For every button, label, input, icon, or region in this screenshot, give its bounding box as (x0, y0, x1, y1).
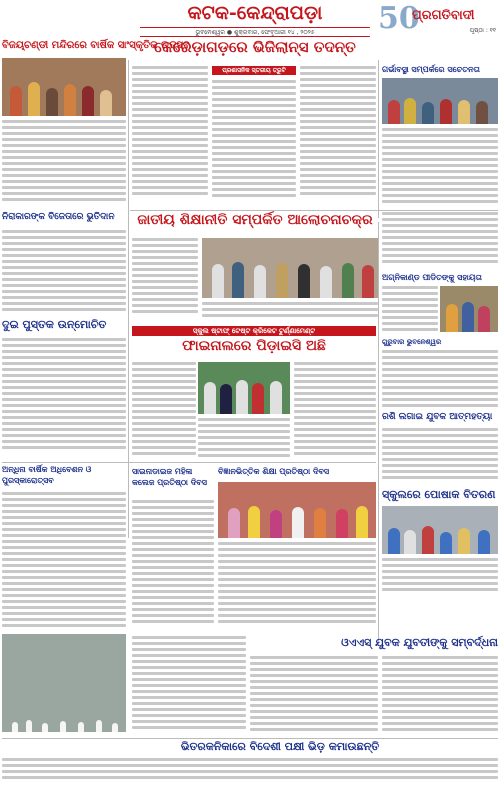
news-photo (440, 286, 498, 332)
headline: ସାଇନାଡାଇଜ ମହିଳା କଲେଜ ପ୍ରତିଷ୍ଠା ଦିବସ (132, 466, 207, 487)
anniversary-logo: 50 (378, 1, 420, 36)
article-body (132, 238, 198, 318)
headline: ସ୍କୁଲରେ ପୋଷାକ ବିତରଣ (382, 488, 496, 501)
article-body (382, 212, 498, 270)
section-band: ସ୍କୁଲ ଷ୍ଟାଫ୍ ଟେଷ୍ଟ କ୍ରିକେଟ ଟୁର୍ଣ୍ଣାମେଣ୍ଟ (132, 326, 376, 336)
section-divider (2, 462, 376, 463)
section-title: କଟକ-କେନ୍ଦ୍ରାପଡ଼ା (187, 2, 323, 24)
headline: ନିରାକାରଙ୍କ ବିଜେତାରେ ଭୁତିଦାନ (2, 212, 115, 222)
news-photo (382, 78, 498, 124)
headline: ଦୁଇ ପୁସ୍ତକ ଉନ୍ମୋଚିତ (2, 318, 107, 331)
headline: ଜାତୀୟ ଶିକ୍ଷାନୀତି ସମ୍ପର୍କିତ ଆଲୋଚନାଚକ୍ର (137, 212, 373, 228)
headline: ରଶି ଲଗାଇ ଯୁବକ ଆତ୍ମହତ୍ୟା (382, 412, 493, 422)
article-body (382, 128, 498, 206)
article-body (2, 758, 498, 786)
news-photo (2, 634, 126, 732)
news-photo (382, 506, 498, 554)
article-body (294, 362, 376, 460)
article-body (132, 636, 246, 736)
article-body (250, 656, 378, 738)
subhead: ଗୁରୁବାର ଭୁବନେଶ୍ୱର (382, 338, 442, 346)
section-divider (2, 738, 498, 739)
news-photo (198, 362, 290, 414)
headline: ବିଜ୍ଞାନଭିତ୍ତିକ ଶିକ୍ଷା ପ୍ରତିଷ୍ଠା ଦିବସ (218, 466, 330, 476)
section-divider (130, 210, 498, 211)
article-body (382, 286, 438, 336)
article-body (132, 66, 208, 206)
headline: ଫାଇନାଲରେ ପିଡ଼ାଇସି ଅଛି (182, 338, 326, 354)
article-body (382, 558, 498, 594)
headline: ଓଏଏସ୍ ଯୁବକ ଯୁବତୀଙ୍କୁ ସମ୍ବର୍ଦ୍ଧନା (341, 636, 498, 649)
article-body (300, 66, 376, 206)
article-body (2, 492, 126, 630)
article-body (2, 120, 126, 208)
news-photo (2, 58, 126, 116)
article-body (2, 338, 126, 452)
news-photo (202, 238, 378, 298)
column-rule (128, 60, 129, 538)
article-body (212, 80, 296, 206)
news-photo (218, 482, 376, 538)
headline: ଅଗ୍ନିକାଣ୍ଡ ପୀଡିତଙ୍କୁ ସହାୟତା (382, 272, 482, 282)
headline: ଭିତରକନିକାରେ ବିଦେଶୀ ପକ୍ଷୀ ଭିଡ଼ କମାଉଛନ୍ତି (180, 740, 380, 753)
article-body (382, 350, 498, 410)
page-number: ପୃଷ୍ଠା : ୧୧ (469, 27, 496, 34)
article-body (2, 230, 126, 314)
article-body (198, 418, 290, 460)
lead-headline: କେରେଡ଼ାଗଡ଼ରେ ଭିଜିଲାନ୍ସ ତଦନ୍ତ (154, 38, 356, 56)
section-band: ପ୍ରଶାସନିକ ସ୍ତରୀୟ ତ୍ରୁଟି (212, 66, 296, 75)
article-body (132, 500, 214, 630)
headline: ବିଜୟ୍ଚଣ୍ଡୀ ମନ୍ଦିରରେ ବାର୍ଷିକ ସାଂସ୍କୃତିକ ଉତ୍ସବ (2, 40, 190, 51)
headline: ଅନ୍ଧିନା ବାର୍ଷିକ ଅଧିବେଶନ ଓ ପୁରସ୍କାରୋତ୍ସବ (2, 464, 92, 485)
article-body (202, 302, 378, 324)
headline: ଗର୍ଭାବସ୍ଥା ସମ୍ପର୍କରେ ସଚେତନତା (382, 64, 480, 74)
article-body (382, 656, 498, 738)
article-body (382, 428, 498, 486)
article-body (132, 362, 196, 458)
article-body (218, 542, 376, 630)
dateline: ଭୁବନେଶ୍ୱର ● ଶୁକ୍ରବାର, ଫେବୃଆରୀ ୧୪ , ୨୦୨୫ (140, 27, 370, 37)
column-rule (378, 60, 379, 218)
paper-logo: ପ୍ରଗତିବାଦୀ (412, 8, 475, 23)
column-rule (378, 222, 379, 642)
